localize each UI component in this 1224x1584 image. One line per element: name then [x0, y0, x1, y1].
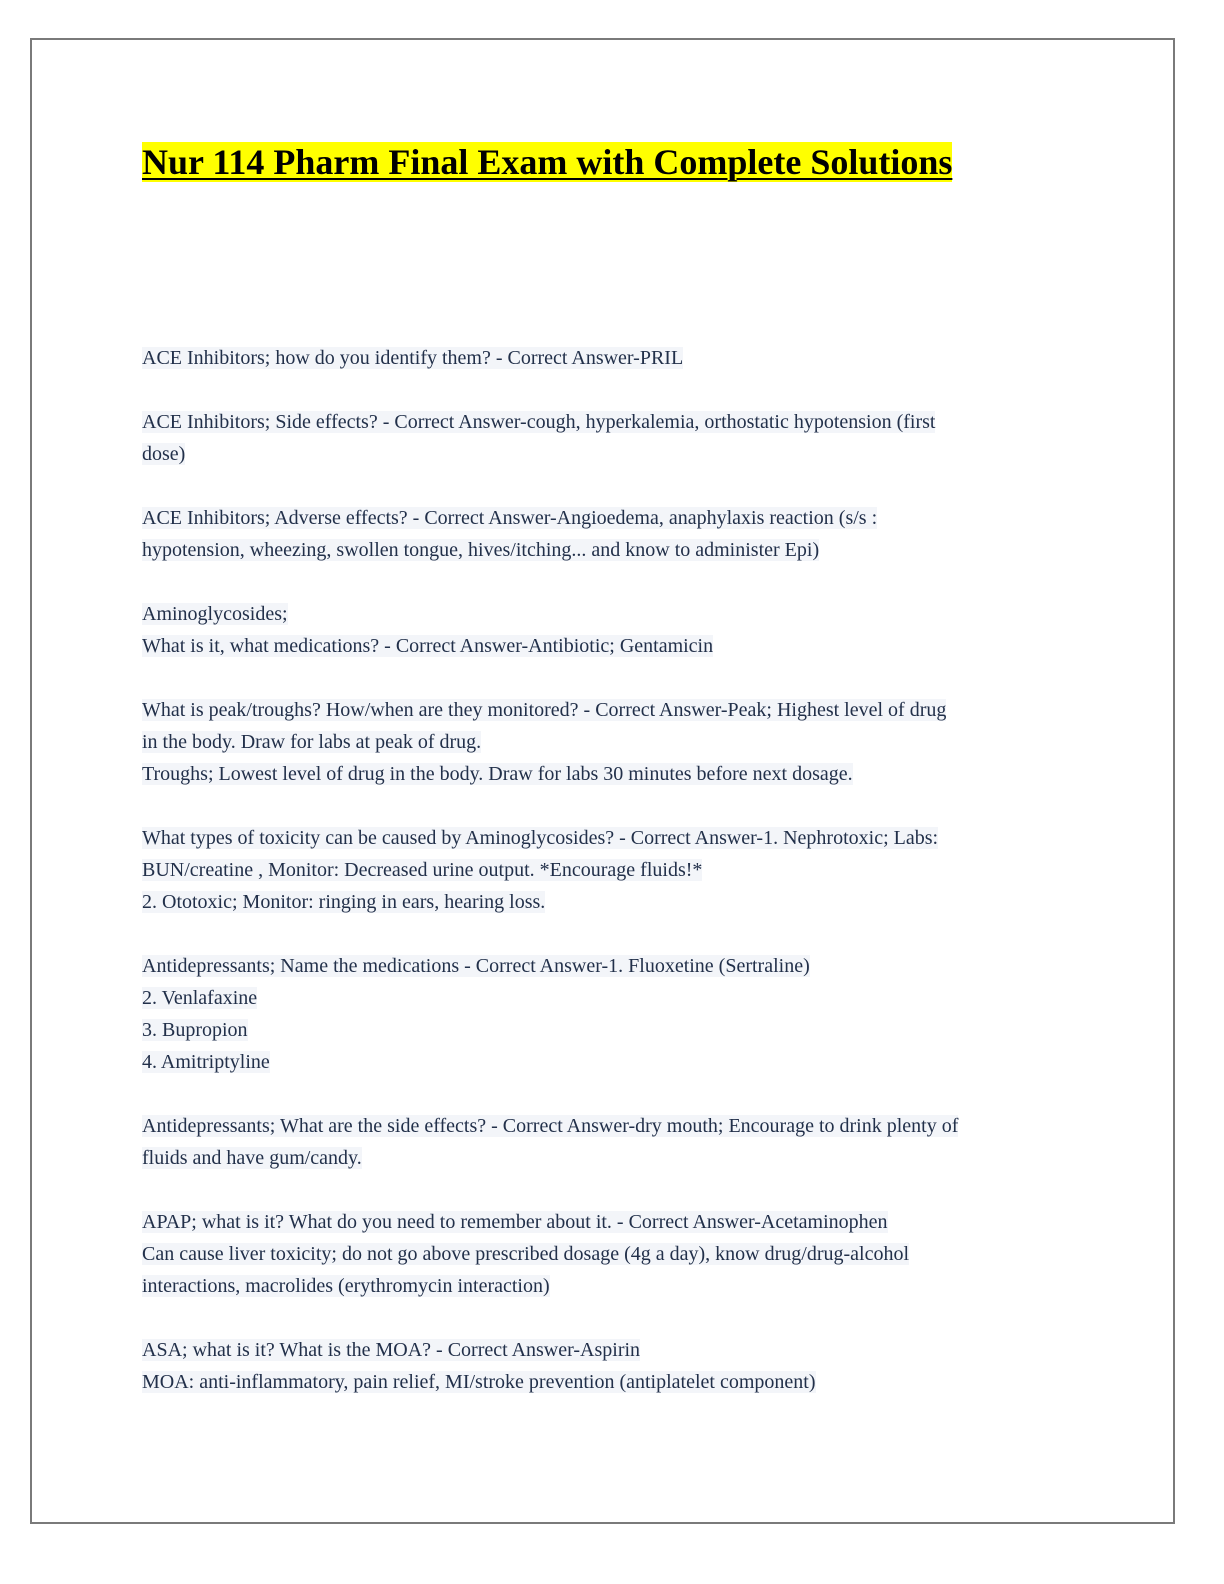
qa-line: 2. Ototoxic; Monitor: ringing in ears, hearing loss. [142, 891, 546, 913]
qa-line: What is peak/troughs? How/when are they monitored? - Correct Answer-Peak; Highest level of drug [142, 699, 947, 721]
qa-line: 2. Venlafaxine [142, 987, 258, 1009]
qa-line: fluids and have gum/candy. [142, 1147, 362, 1169]
qa-entry-6 [142, 822, 1072, 918]
qa-line: Antidepressants; Name the medications - Correct Answer-1. Fluoxetine (Sertraline) [142, 955, 810, 977]
qa-entry-8 [142, 1110, 1072, 1174]
qa-line: MOA: anti-inflammatory, pain relief, MI/stroke prevention (antiplatelet component) [142, 1371, 816, 1393]
qa-line: BUN/creatine , Monitor: Decreased urine output. *Encourage fluids!* [142, 859, 703, 881]
qa-line: ACE Inhibitors; Side effects? - Correct Answer-cough, hyperkalemia, orthostatic hypotension (first [142, 411, 936, 433]
qa-list [142, 342, 1072, 1430]
qa-line: Can cause liver toxicity; do not go above prescribed dosage (4g a day), know drug/drug-alcohol [142, 1243, 910, 1265]
qa-line: Aminoglycosides; [142, 603, 288, 625]
qa-entry-1 [142, 342, 1072, 374]
qa-entry-10 [142, 1334, 1072, 1398]
qa-entry-5 [142, 694, 1072, 790]
qa-line: hypotension, wheezing, swollen tongue, hives/itching... and know to administer Epi) [142, 539, 820, 561]
qa-line: interactions, macrolides (erythromycin interaction) [142, 1275, 550, 1297]
document-title: Nur 114 Pharm Final Exam with Complete Solutions [142, 142, 953, 182]
qa-line: Troughs; Lowest level of drug in the body. Draw for labs 30 minutes before next dosage. [142, 763, 853, 785]
qa-line: ACE Inhibitors; how do you identify them? - Correct Answer-PRIL [142, 347, 684, 369]
qa-line: APAP; what is it? What do you need to remember about it. - Correct Answer-Acetaminophen [142, 1211, 888, 1233]
qa-line: Antidepressants; What are the side effects? - Correct Answer-dry mouth; Encourage to drink plenty of [142, 1115, 959, 1137]
qa-entry-2 [142, 406, 1072, 470]
qa-entry-4 [142, 598, 1072, 662]
qa-line: 4. Amitriptyline [142, 1051, 270, 1073]
qa-entry-7 [142, 950, 1072, 1078]
qa-line: ACE Inhibitors; Adverse effects? - Correct Answer-Angioedema, anaphylaxis reaction (s/s : [142, 507, 878, 529]
qa-entry-9 [142, 1206, 1072, 1302]
qa-line: What is it, what medications? - Correct Answer-Antibiotic; Gentamicin [142, 635, 714, 657]
qa-line: dose) [142, 443, 186, 465]
qa-line: 3. Bupropion [142, 1019, 248, 1041]
qa-line: ASA; what is it? What is the MOA? - Correct Answer-Aspirin [142, 1339, 641, 1361]
qa-line: in the body. Draw for labs at peak of drug. [142, 731, 482, 753]
qa-entry-3 [142, 502, 1072, 566]
qa-line: What types of toxicity can be caused by Aminoglycosides? - Correct Answer-1. Nephrotoxic; Labs: [142, 827, 939, 849]
